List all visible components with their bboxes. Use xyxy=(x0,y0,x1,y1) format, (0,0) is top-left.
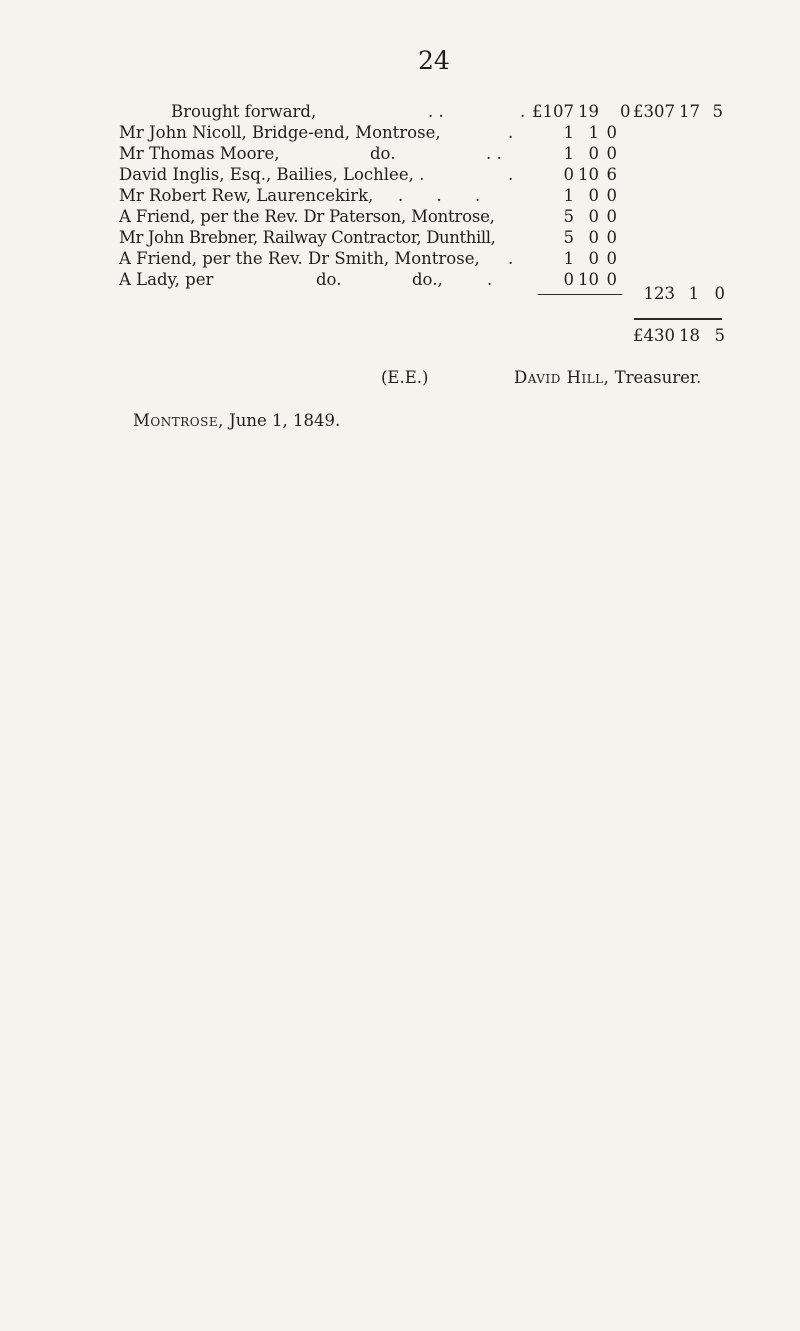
pence: 0 xyxy=(606,270,617,289)
ledger-row xyxy=(0,227,800,249)
contributor-name: Mr John Brebner, Railway Contractor, Dunthill, xyxy=(119,228,496,247)
shillings: 0 xyxy=(588,186,599,205)
shillings: 10 xyxy=(578,270,599,289)
contributor-name: A Lady, per xyxy=(119,270,214,289)
shillings: 10 xyxy=(578,165,599,184)
pence: 0 xyxy=(606,186,617,205)
subtotal-rule xyxy=(538,294,622,295)
ledger-row xyxy=(0,122,800,144)
pounds: 1 xyxy=(563,186,574,205)
ditto-mark: do., xyxy=(412,270,443,289)
subtotal-pounds: 123 xyxy=(643,284,675,303)
contributor-name: Mr Thomas Moore, xyxy=(119,144,280,163)
contributor-name: A Friend, per the Rev. Dr Paterson, Montrose, xyxy=(119,207,495,226)
total-pounds: £430 xyxy=(633,326,675,345)
ledger-row xyxy=(0,143,800,165)
treasurer-name: David Hill, xyxy=(514,368,610,387)
pence: 0 xyxy=(606,228,617,247)
total-shillings: 18 xyxy=(679,326,700,345)
shillings: 0 xyxy=(588,207,599,226)
leader-dots: . xyxy=(487,270,493,289)
place-date xyxy=(133,411,340,430)
contributor-name: Mr Robert Rew, Laurencekirk, xyxy=(119,186,374,205)
pounds: 0 xyxy=(563,165,574,184)
page-number: 24 xyxy=(418,46,450,75)
pence: 0 xyxy=(606,207,617,226)
ledger-row xyxy=(0,185,800,207)
brought-forward-label: Brought forward, xyxy=(171,102,317,121)
pounds: 5 xyxy=(563,207,574,226)
leader-dots: . xyxy=(520,102,526,121)
ledger-row xyxy=(0,269,800,291)
contributor-name: David Inglis, Esq., Bailies, Lochlee, . xyxy=(119,165,425,184)
leader-dots: . . xyxy=(486,144,502,163)
pounds: £107 xyxy=(532,102,574,121)
leader-dots: . . . xyxy=(398,186,481,205)
shillings: 0 xyxy=(588,228,599,247)
contributor-name: Mr John Nicoll, Bridge-end, Montrose, xyxy=(119,123,441,142)
treasurer-title: Treasurer. xyxy=(614,368,702,387)
column-two-pence: 5 xyxy=(712,102,723,121)
shillings: 0 xyxy=(588,144,599,163)
column-two-shillings: 17 xyxy=(679,102,700,121)
leader-dots: . xyxy=(508,165,514,184)
pence: 6 xyxy=(606,165,617,184)
leader-dots: . xyxy=(508,123,514,142)
subtotal-pence: 0 xyxy=(714,284,725,303)
pounds: 1 xyxy=(563,144,574,163)
pounds: 1 xyxy=(563,123,574,142)
shillings: 19 xyxy=(578,102,599,121)
pounds: 0 xyxy=(563,270,574,289)
treasurer-signature xyxy=(514,368,701,387)
subtotal-shillings: 1 xyxy=(688,284,699,303)
ditto-mark: do. xyxy=(370,144,396,163)
column-two-pounds: £307 xyxy=(633,102,675,121)
pounds: 5 xyxy=(563,228,574,247)
contributor-name: A Friend, per the Rev. Dr Smith, Montrose, xyxy=(119,249,480,268)
initials: (E.E.) xyxy=(381,368,429,387)
shillings: 0 xyxy=(588,249,599,268)
total-pence: 5 xyxy=(714,326,725,345)
ditto-mark: do. xyxy=(316,270,342,289)
ledger-row xyxy=(0,248,800,270)
ledger-row xyxy=(0,206,800,228)
pounds: 1 xyxy=(563,249,574,268)
leader-dots: . xyxy=(508,249,514,268)
ledger-row xyxy=(0,164,800,186)
pence: 0 xyxy=(606,249,617,268)
pence: 0 xyxy=(606,144,617,163)
pence: 0 xyxy=(620,102,631,121)
leader-dots: . . xyxy=(428,102,444,121)
date: June 1, 1849. xyxy=(229,411,341,430)
shillings: 1 xyxy=(588,123,599,142)
pence: 0 xyxy=(606,123,617,142)
place: Montrose, xyxy=(133,411,224,430)
brought-forward-row xyxy=(0,101,800,123)
total-rule xyxy=(634,318,722,320)
